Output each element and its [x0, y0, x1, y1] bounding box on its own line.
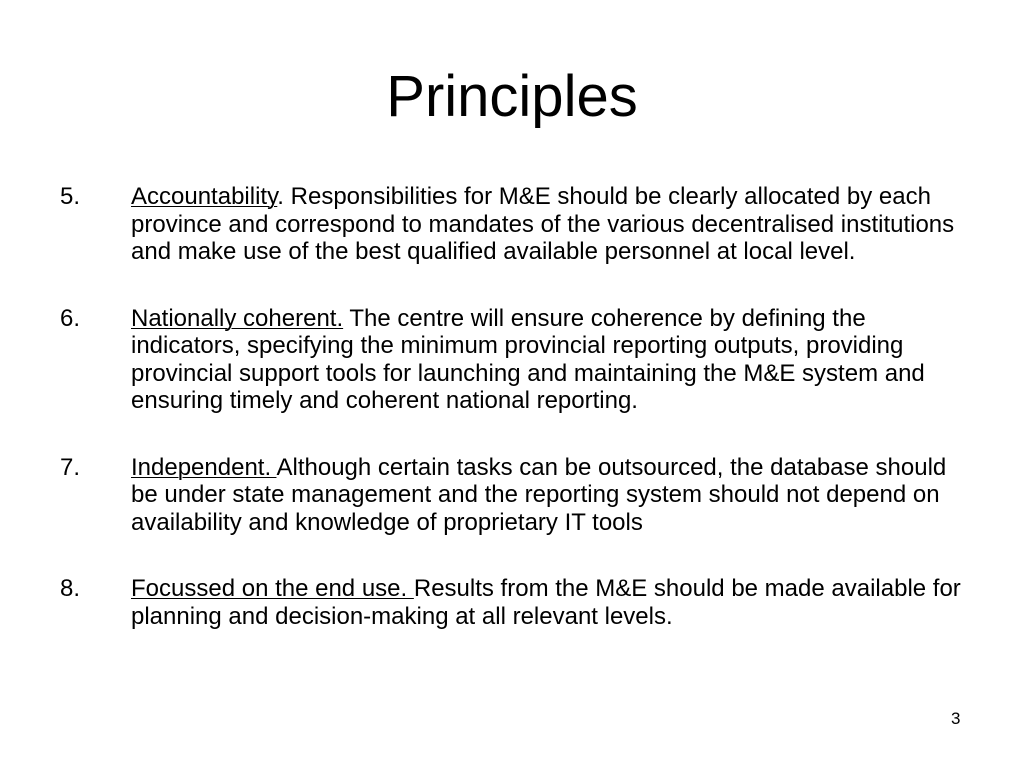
item-text: . Responsibilities for M&E should be clearly allocated by each province and correspond to mandates of the various decentralised institutions and make use of the best qualified available personnel at local level. [131, 183, 955, 265]
item-text: Results from the M&E should be made available for planning and decision-making at all relevant levels. [131, 575, 961, 630]
item-term: Focussed on the end use. [131, 575, 414, 602]
principle-item [60, 454, 965, 537]
principle-item [60, 575, 965, 630]
principles-list [60, 183, 965, 630]
page-number: 3 [951, 709, 961, 728]
item-number: 8. [60, 575, 81, 602]
item-number: 6. [60, 304, 81, 332]
item-number: 5. [60, 183, 81, 210]
item-text: The centre will ensure coherence by defining the indicators, specifying the minimum provincial reporting outputs, providing provincial support tools for launching and maintaining the M&E system and ensuring timely and coherent national reporting. [131, 304, 925, 414]
principle-item [60, 183, 965, 266]
item-term: Independent. [131, 453, 277, 481]
item-text: Although certain tasks can be outsourced, the database should be under state management and the reporting system should not depend on availability and knowledge of proprietary IT tools [131, 453, 947, 536]
item-term: Nationally coherent. [131, 304, 344, 332]
item-term: Accountability [131, 183, 278, 210]
slide-title: Principles [386, 64, 638, 129]
principle-item [60, 305, 965, 415]
item-number: 7. [60, 453, 81, 481]
